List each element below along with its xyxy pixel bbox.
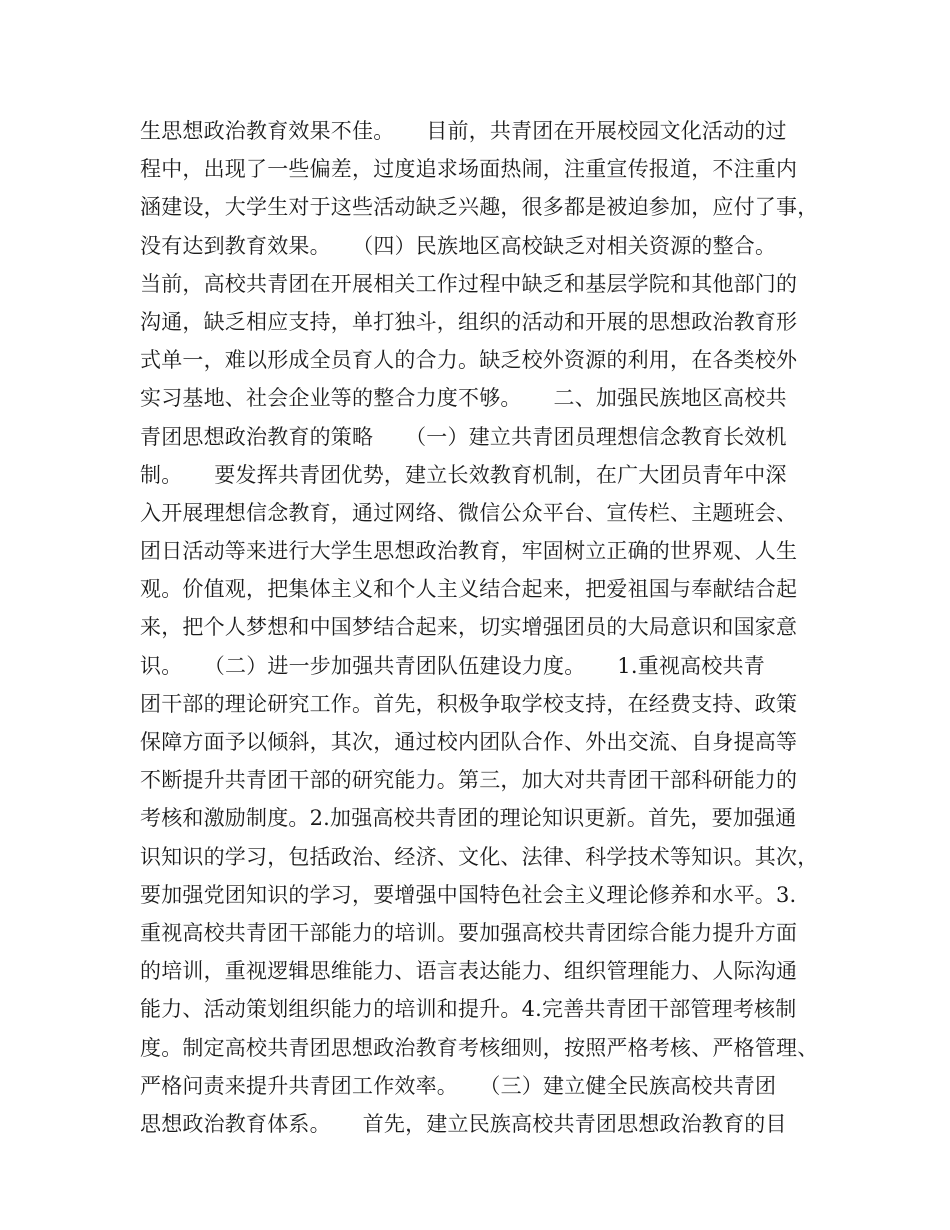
text-line: 考核和激励制度。2.加强高校共青团的理论知识更新。首先，要加强通 [140, 806, 797, 831]
text-line: 要加强党团知识的学习，要增强中国特色社会主义理论修养和水平。3. [140, 882, 797, 907]
text-line: 识。 （二）进一步加强共青团队伍建设力度。 1.重视高校共青 [140, 653, 765, 678]
text-line: 程中，出现了一些偏差，过度追求场面热闹，注重宣传报道，不注重内 [140, 157, 798, 182]
text-line: 严格问责来提升共青团工作效率。 （三）建立健全民族高校共青团 [140, 1073, 777, 1098]
text-line: 不断提升共青团干部的研究能力。第三，加大对共青团干部科研能力的 [140, 768, 798, 793]
text-line: 没有达到教育效果。 （四）民族地区高校缺乏对相关资源的整合。 [140, 233, 777, 258]
text-line: 重视高校共青团干部能力的培训。要加强高校共青团综合能力提升方面 [140, 920, 798, 945]
body-text [140, 112, 830, 1143]
text-line: 沟通，缺乏相应支持，单打独斗，组织的活动和开展的思想政治教育形 [140, 309, 798, 334]
text-line: 青团思想政治教育的策略 （一）建立共青团员理想信念教育长效机 [140, 424, 787, 449]
text-line: 团日活动等来进行大学生思想政治教育，牢固树立正确的世界观、人生 [140, 539, 798, 564]
text-line: 识知识的学习，包括政治、经济、文化、法律、科学技术等知识。其次， [140, 844, 819, 869]
text-line: 度。制定高校共青团思想政治教育考核细则，按照严格考核、严格管理、 [140, 1035, 819, 1060]
text-line: 保障方面予以倾斜，其次，通过校内团队合作、外出交流、自身提高等 [140, 730, 798, 754]
text-line: 思想政治教育体系。 首先，建立民族高校共青团思想政治教育的目 [140, 1111, 787, 1136]
text-line: 观。价值观，把集体主义和个人主义结合起来，把爱祖国与奉献结合起 [140, 577, 798, 602]
text-line: 实习基地、社会企业等的整合力度不够。 二、加强民族地区高校共 [140, 386, 787, 411]
text-line: 来，把个人梦想和中国梦结合起来，切实增强团员的大局意识和国家意 [140, 615, 798, 640]
text-line: 能力、活动策划组织能力的培训和提升。4.完善共青团干部管理考核制 [140, 997, 797, 1022]
text-line: 入开展理想信念教育，通过网络、微信公众平台、宣传栏、主题班会、 [140, 500, 798, 525]
text-line: 式单一，难以形成全员育人的合力。缺乏校外资源的利用，在各类校外 [140, 348, 798, 373]
text-line: 当前，高校共青团在开展相关工作过程中缺乏和基层学院和其他部门的 [140, 271, 798, 296]
text-line: 团干部的理论研究工作。首先，积极争取学校支持，在经费支持、政策 [140, 691, 798, 716]
text-line: 制。 要发挥共青团优势，建立长效教育机制，在广大团员青年中深 [140, 462, 787, 487]
text-line: 生思想政治教育效果不佳。 目前，共青团在开展校园文化活动的过 [140, 119, 787, 143]
text-line: 涵建设，大学生对于这些活动缺乏兴趣，很多都是被迫参加，应付了事， [140, 195, 819, 220]
text-line: 的培训，重视逻辑思维能力、语言表达能力、组织管理能力、人际沟通 [140, 959, 798, 984]
